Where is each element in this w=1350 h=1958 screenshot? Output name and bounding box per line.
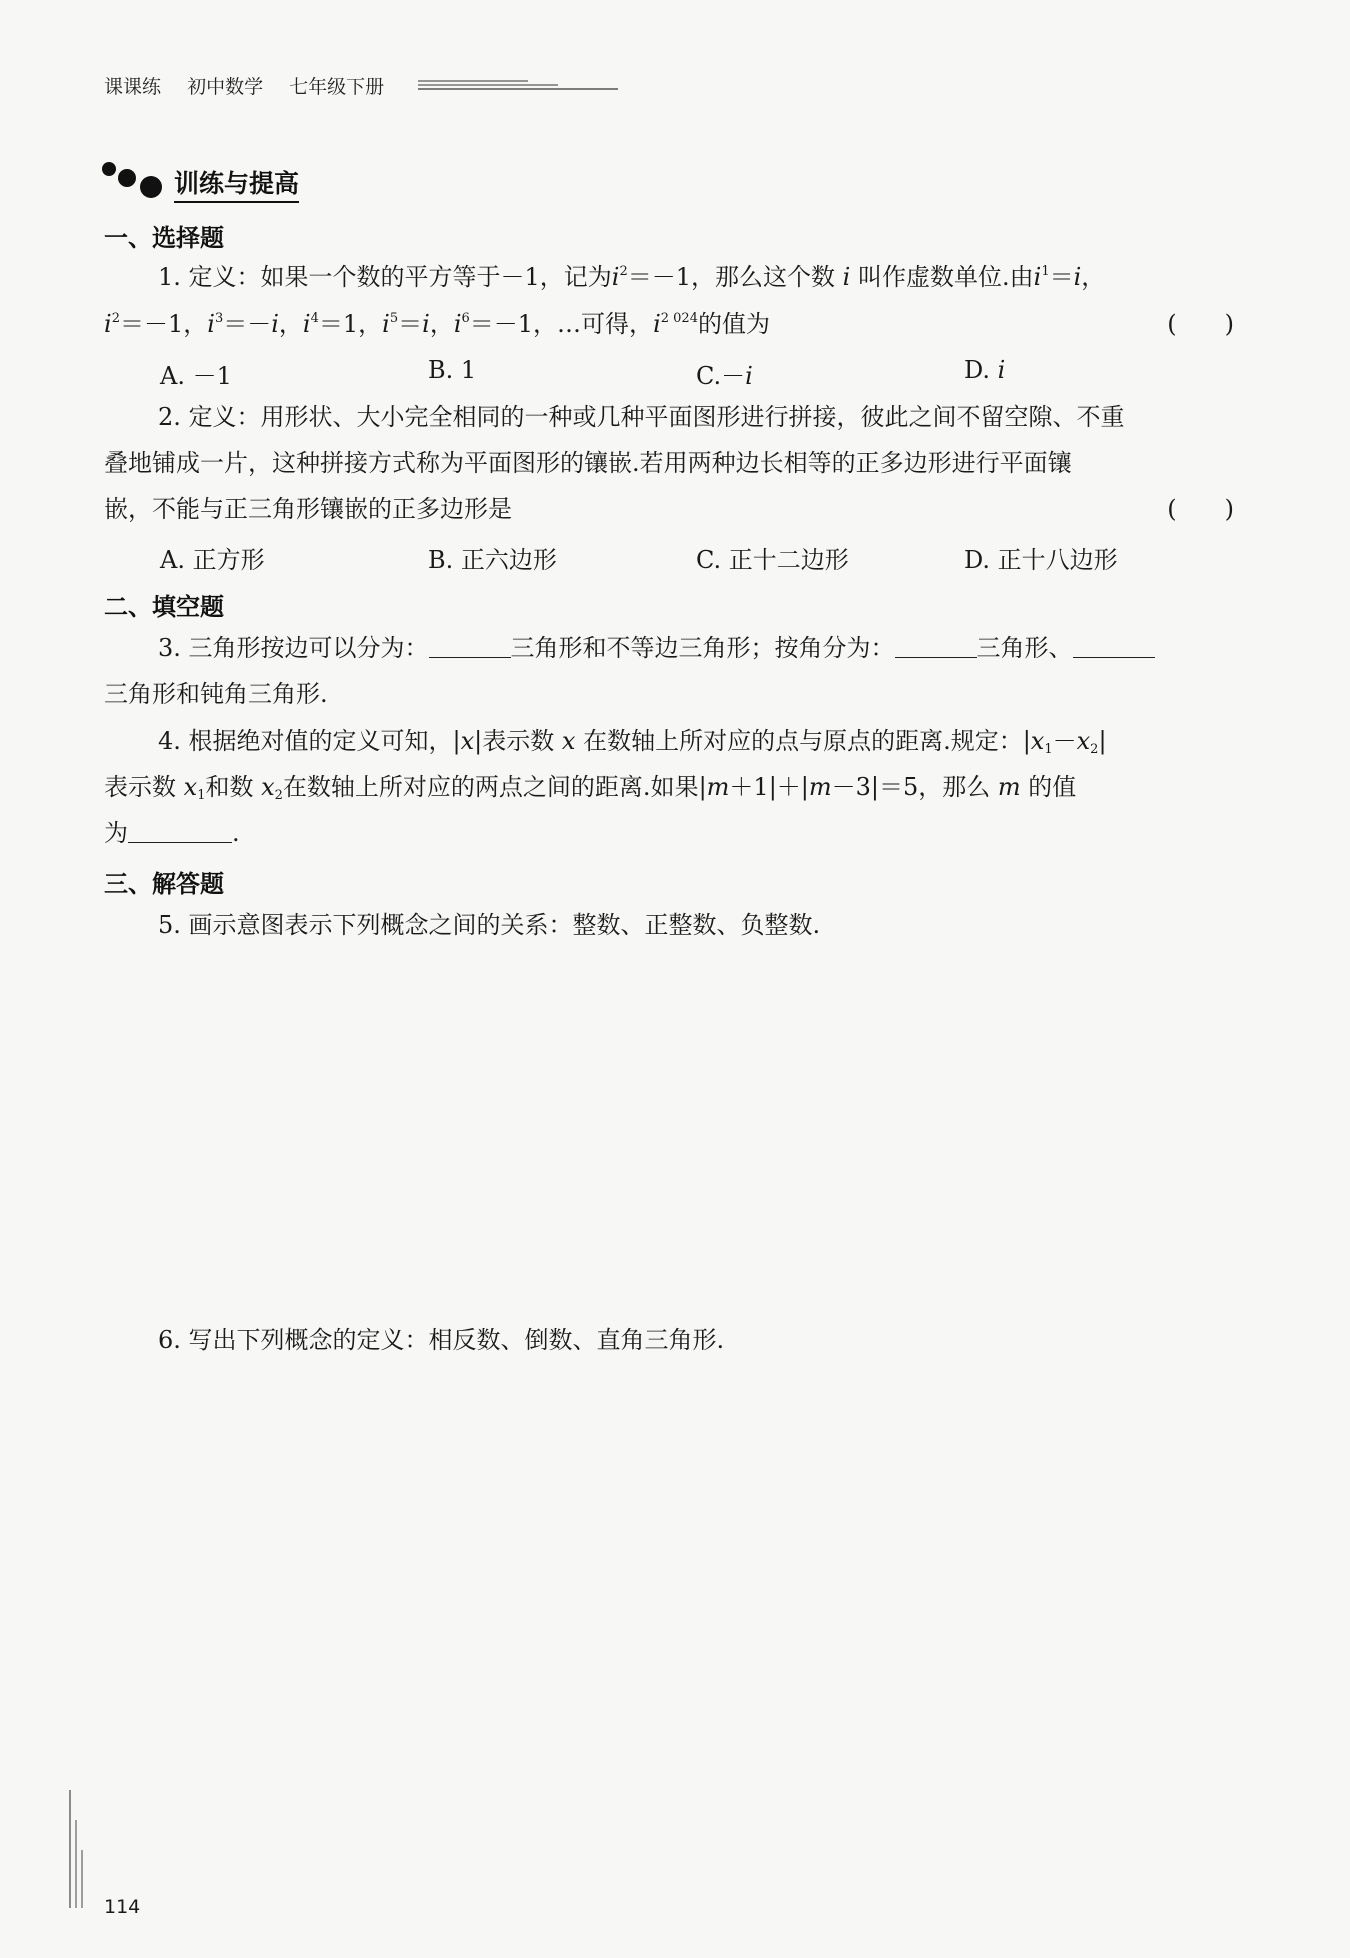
- running-header: [104, 72, 404, 99]
- page-number: 114: [104, 1896, 141, 1918]
- q1-options: [160, 356, 1240, 388]
- header-series: 课课练: [104, 76, 162, 98]
- q1-option-a: A. －1: [160, 362, 232, 390]
- q2-option-d: D. 正十八边形: [964, 546, 1118, 574]
- part2-heading: 二、填空题: [104, 593, 224, 621]
- q2-answer-paren: ( ): [1167, 495, 1234, 523]
- q2-line2: 叠地铺成一片，这种拼接方式称为平面图形的镶嵌.若用两种边长相等的正多边形进行平面镶: [104, 449, 1072, 477]
- q3-line1: 3. 三角形按边可以分为： 三角形和不等边三角形；按角分为： 三角形、: [158, 633, 1234, 663]
- q1-line1: 1. 定义：如果一个数的平方等于－1，记为$i^2=-1$，那么这个数 i 叫作虚数单位.由$i^1=i$，: [158, 263, 1106, 291]
- q3-blank-3[interactable]: [1073, 635, 1155, 658]
- q2-line3: 嵌，不能与正三角形镶嵌的正多边形是 ( ): [104, 495, 1234, 523]
- q3-line2: 三角形和钝角三角形.: [104, 680, 328, 708]
- q1-option-c: C.－i: [696, 362, 753, 390]
- q4-line2: 表示数 $x_1$和数 $x_2$在数轴上所对应的两点之间的距离.如果|m＋1|＋|m－3|＝5，那么 m 的值: [104, 773, 1077, 803]
- q2-line1: 2. 定义：用形状、大小完全相同的一种或几种平面图形进行拼接，彼此之间不留空隙、不重: [158, 403, 1125, 431]
- q4-line1: 4. 根据绝对值的定义可知，|x|表示数 x 在数轴上所对应的点与原点的距离.规定：$|x_1-x_2|$: [158, 727, 1107, 757]
- q6-text: 6. 写出下列概念的定义：相反数、倒数、直角三角形.: [158, 1326, 725, 1354]
- header-subject: 初中数学: [187, 76, 264, 98]
- q1-answer-paren: ( ): [1167, 310, 1234, 338]
- q4-blank[interactable]: [128, 820, 232, 843]
- q3-blank-2[interactable]: [895, 635, 977, 658]
- q2-option-a: A. 正方形: [160, 546, 265, 574]
- header-rule: [418, 78, 618, 94]
- q2-option-c: C. 正十二边形: [696, 546, 849, 574]
- header-grade: 七年级下册: [289, 76, 385, 98]
- dots-icon: [100, 160, 166, 200]
- q4-line3: 为 .: [104, 819, 240, 847]
- q3-blank-1[interactable]: [429, 635, 511, 658]
- section-title: 训练与提高: [174, 164, 299, 203]
- part3-heading: 三、解答题: [104, 870, 224, 898]
- q5-text: 5. 画示意图表示下列概念之间的关系：整数、正整数、负整数.: [158, 911, 821, 939]
- q2-options: [160, 540, 1240, 572]
- q1-option-b: B. 1: [428, 356, 477, 384]
- q2-option-b: B. 正六边形: [428, 546, 557, 574]
- q1-option-d: D. i: [964, 356, 1006, 384]
- part1-heading: 一、选择题: [104, 224, 224, 252]
- q1-line2: $i^2=-1$，$i^3=-i$，$i^4=1$，$i^5=i$，$i^6=-1$，…可得，$i^{2 024}$的值为 ( ): [104, 310, 1234, 338]
- margin-lines: [68, 1790, 88, 1910]
